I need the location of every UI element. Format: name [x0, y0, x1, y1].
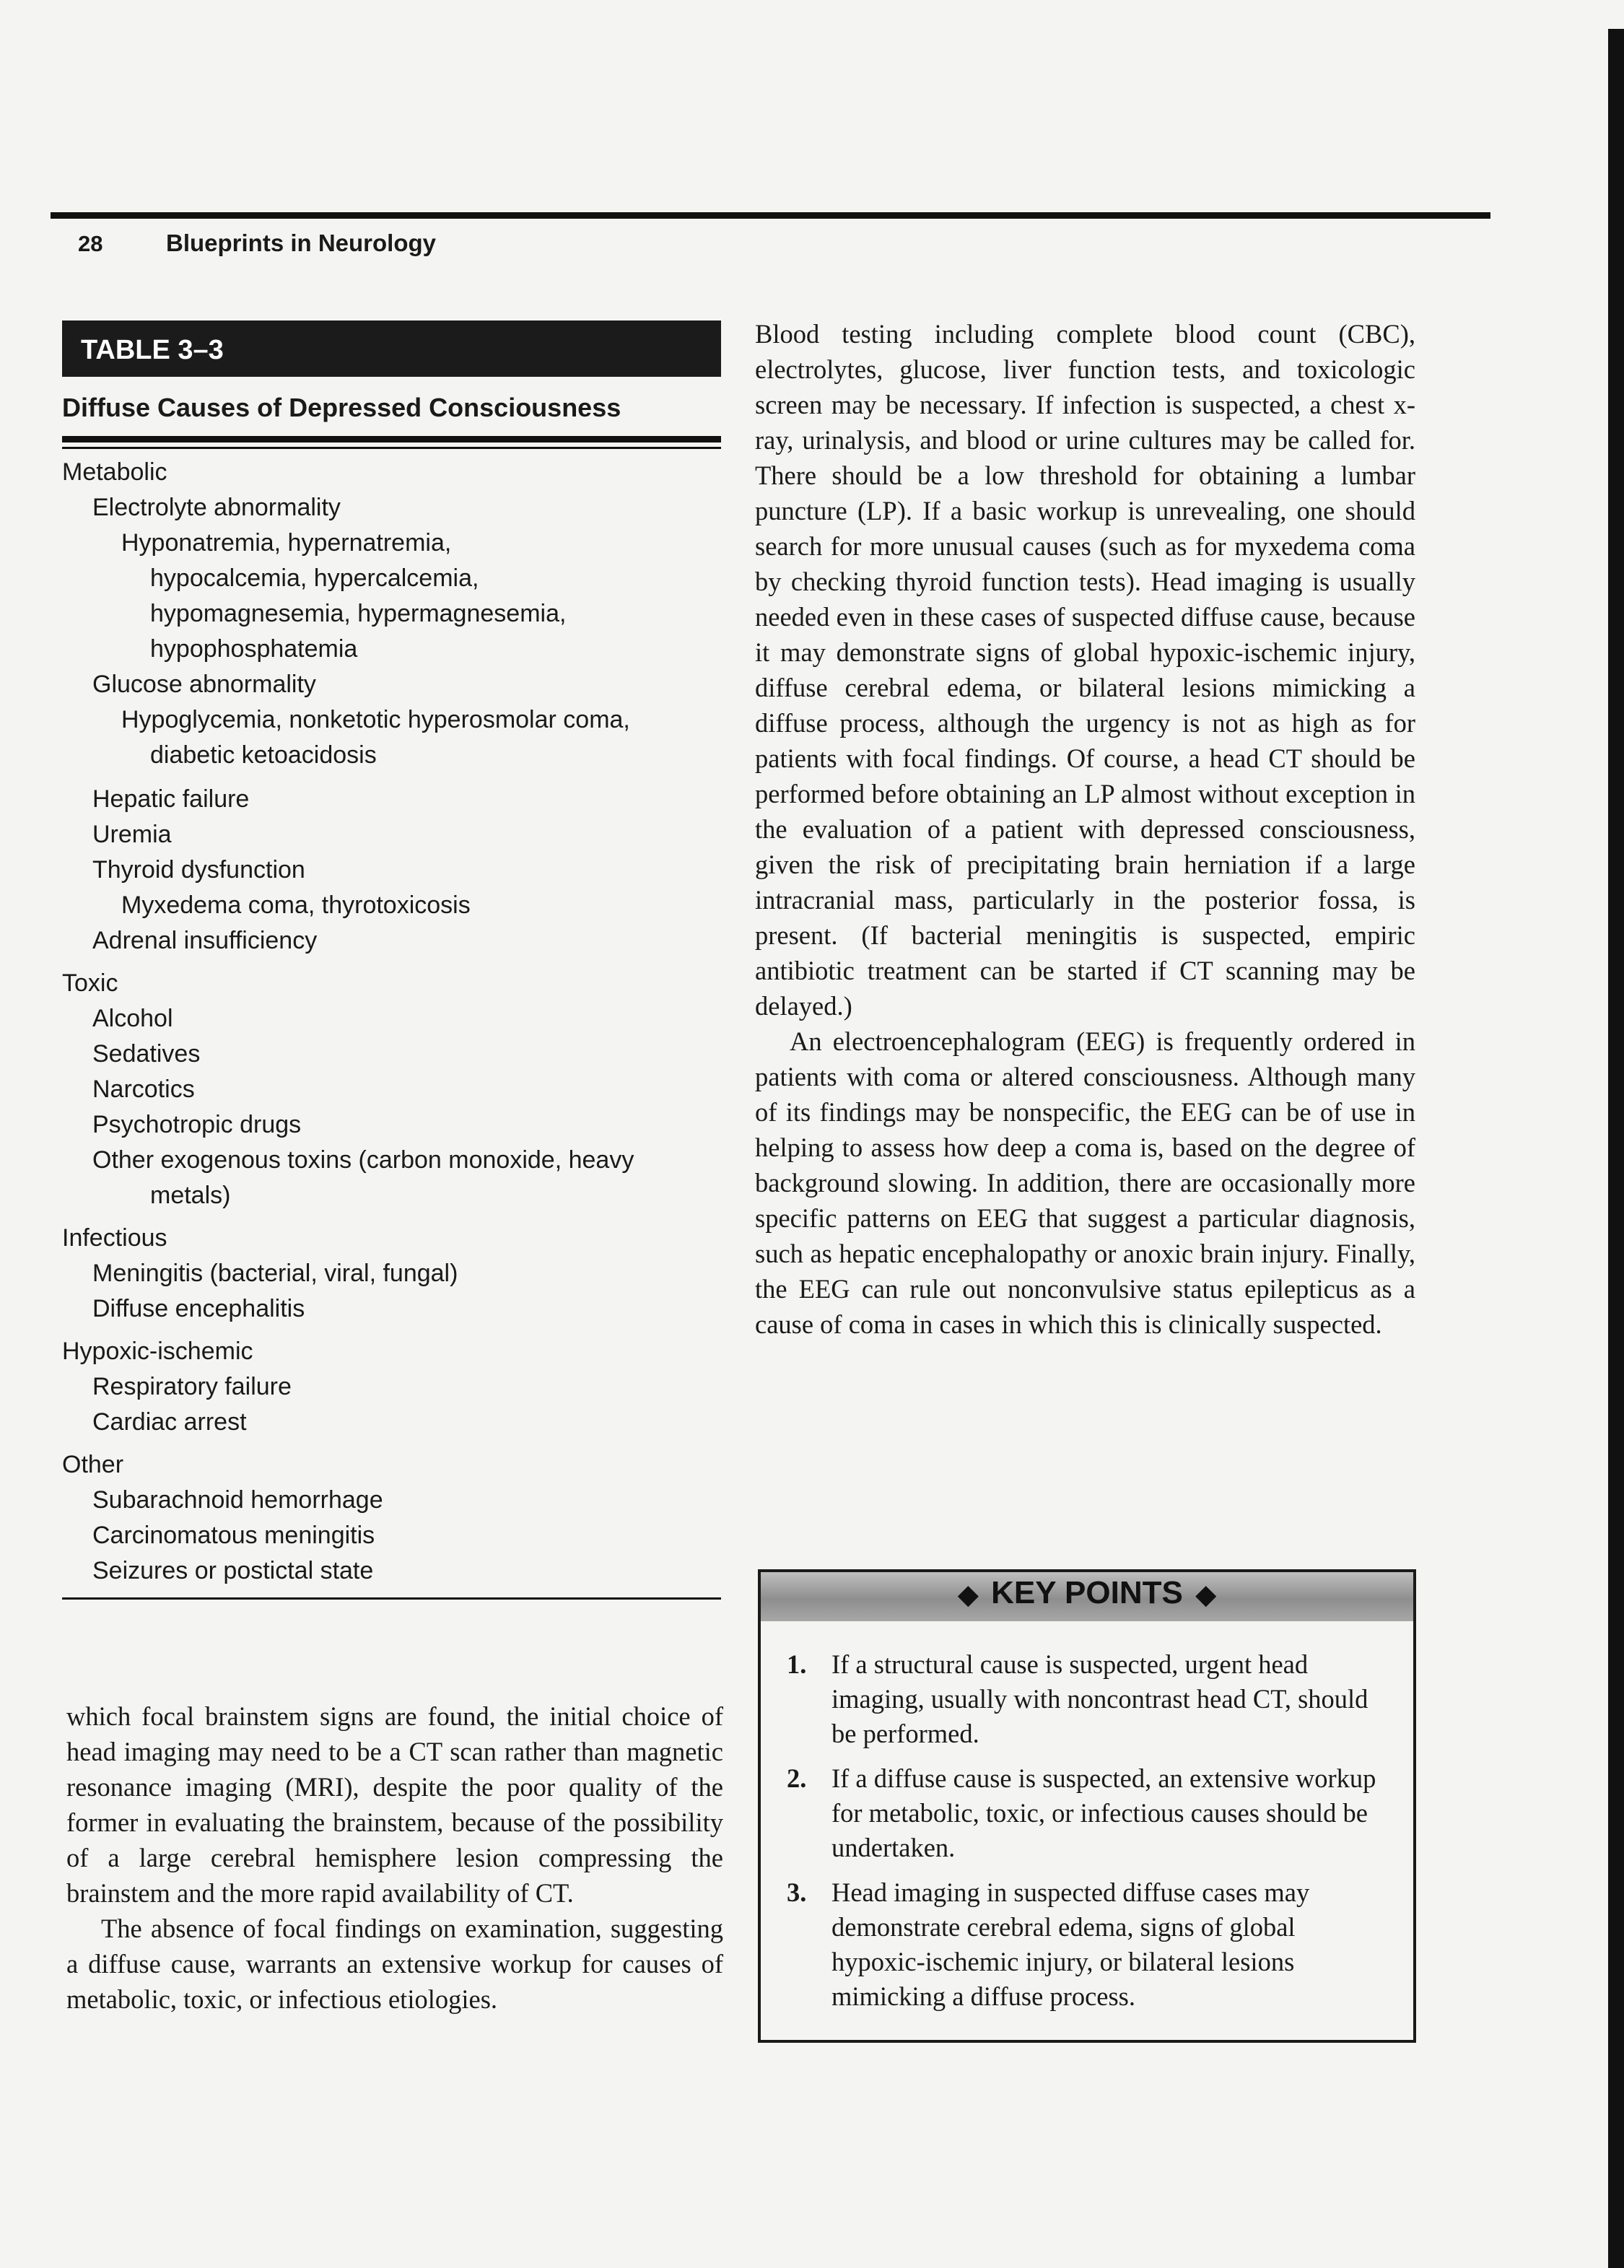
table-row: Psychotropic drugs	[92, 1111, 302, 1138]
table-row: Narcotics	[92, 1076, 195, 1103]
key-point-text: If a diffuse cause is suspected, an extensive workup for metabolic, toxic, or infectious causes should be undertaken.	[831, 1763, 1376, 1862]
table-row: Toxic	[62, 969, 118, 997]
table-bottom-rule	[62, 1597, 721, 1600]
table-row: Diffuse encephalitis	[92, 1295, 305, 1322]
key-point-text: If a structural cause is suspected, urgent head imaging, usually with noncontrast head CT, should be performed.	[831, 1649, 1368, 1748]
diamond-icon: ◆	[958, 1579, 979, 1609]
paragraph: An electroencephalogram (EEG) is frequently ordered in patients with coma or altered consciousness. Although many of its findings may be nonspecific, the EEG can be of use in helping to assess how deep a coma is, based on the degree of background slowing. In addition, there are occasionally more specific patterns on EEG that suggest a particular diagnosis, such as hepatic encephalopathy or anoxic brain injury. Finally, the EEG can rule out nonconvulsive status epilepticus as a cause of coma in cases in which this is clinically suspected.	[755, 1026, 1415, 1339]
table-row: hypomagnesemia, hypermagnesemia,	[150, 600, 567, 627]
key-points-title-text: KEY POINTS	[991, 1575, 1183, 1610]
paragraph: Blood testing including complete blood count (CBC), electrolytes, glucose, liver function tests, and toxicologic screen may be necessary. If infection is suspected, a chest x-ray, urinalysis, and blood or urine cultures may be called for. There should be a low threshold for obtaining a lumbar puncture (LP). If a basic workup is unrevealing, one should search for more unusual causes (such as for myxedema coma by checking thyroid function tests). Head imaging is usually needed even in these cases of suspected diffuse cause, because it may demonstrate signs of global hypoxic-ischemic injury, diffuse cerebral edema, or bilateral lesions mimicking a diffuse process, although the urgency is not as high as for patients with focal findings. Of course, a head CT should be performed before obtaining an LP almost without exception in the evaluation of a patient with depressed consciousness, given the risk of precipitating brain herniation if a large intracranial mass, particularly in the posterior fossa, is present. (If bacterial meningitis is suspected, empiric antibiotic treatment can be started if CT scanning may be delayed.)	[755, 319, 1415, 1021]
table-row: Adrenal insufficiency	[92, 927, 318, 954]
diamond-icon: ◆	[1195, 1579, 1216, 1609]
table-row: Subarachnoid hemorrhage	[92, 1486, 383, 1514]
key-points-list	[787, 1647, 1386, 2024]
table-row: Alcohol	[92, 1005, 173, 1032]
table-row: Meningitis (bacterial, viral, fungal)	[92, 1260, 458, 1287]
table-row: diabetic ketoacidosis	[150, 741, 377, 769]
right-column-text	[755, 316, 1415, 1342]
table-row: Sedatives	[92, 1040, 201, 1068]
table-row: Hyponatremia, hypernatremia,	[121, 529, 452, 557]
paragraph: The absence of focal findings on examination, suggesting a diffuse cause, warrants an extensive workup for causes of metabolic, toxic, or infectious etiologies.	[66, 1914, 723, 2014]
table-row: Seizures or postictal state	[92, 1557, 374, 1584]
left-column-text	[66, 1698, 723, 2017]
table-row: Metabolic	[62, 458, 167, 486]
table-row: Thyroid dysfunction	[92, 856, 305, 884]
key-point-item	[787, 1761, 1386, 1865]
table-rule-thin	[62, 447, 721, 449]
table-title: Diffuse Causes of Depressed Consciousness	[62, 393, 621, 422]
table-label: TABLE 3–3	[62, 320, 721, 377]
key-points-title	[761, 1575, 1413, 1611]
table-row: metals)	[150, 1182, 231, 1209]
key-points-box	[758, 1569, 1416, 2043]
table-row: Infectious	[62, 1224, 167, 1252]
table-row: Other exogenous toxins (carbon monoxide, heavy	[92, 1146, 634, 1174]
table-row: hypocalcemia, hypercalcemia,	[150, 564, 479, 592]
table-row: Electrolyte abnormality	[92, 494, 341, 521]
table-rule-thick	[62, 436, 721, 442]
table-row: Cardiac arrest	[92, 1408, 247, 1436]
key-point-number: 2.	[787, 1763, 807, 1793]
key-point-number: 3.	[787, 1877, 807, 1907]
paragraph: which focal brainstem signs are found, the initial choice of head imaging may need to be a CT scan rather than magnetic resonance imaging (MRI), despite the poor quality of the former in evaluating the brainstem, because of the possibility of a large cerebral hemisphere lesion compressing the brainstem and the more rapid availability of CT.	[66, 1701, 723, 1908]
table-row: Hepatic failure	[92, 785, 250, 813]
table-row: Glucose abnormality	[92, 671, 316, 698]
table-list	[62, 455, 721, 1589]
key-point-text: Head imaging in suspected diffuse cases may demonstrate cerebral edema, signs of global hypoxic-ischemic injury, or bilateral lesions mimicking a diffuse process.	[831, 1877, 1310, 2011]
key-point-number: 1.	[787, 1649, 807, 1679]
running-head: Blueprints in Neurology	[166, 230, 437, 256]
table-row: Other	[62, 1451, 124, 1478]
table-row: Uremia	[92, 821, 172, 848]
key-point-item	[787, 1647, 1386, 1751]
table-row: Hypoglycemia, nonketotic hyperosmolar coma,	[121, 706, 630, 733]
table-row: Carcinomatous meningitis	[92, 1522, 375, 1549]
table-row: Hypoxic-ischemic	[62, 1338, 253, 1365]
key-point-item	[787, 1875, 1386, 2014]
table-row: hypophosphatemia	[150, 635, 358, 663]
table-row: Myxedema coma, thyrotoxicosis	[121, 891, 471, 919]
table-row: Respiratory failure	[92, 1373, 292, 1400]
page-number: 28	[78, 231, 103, 256]
page-edge-shadow	[1608, 29, 1624, 2268]
header-rule	[51, 212, 1490, 219]
table-3-3	[62, 320, 721, 1600]
